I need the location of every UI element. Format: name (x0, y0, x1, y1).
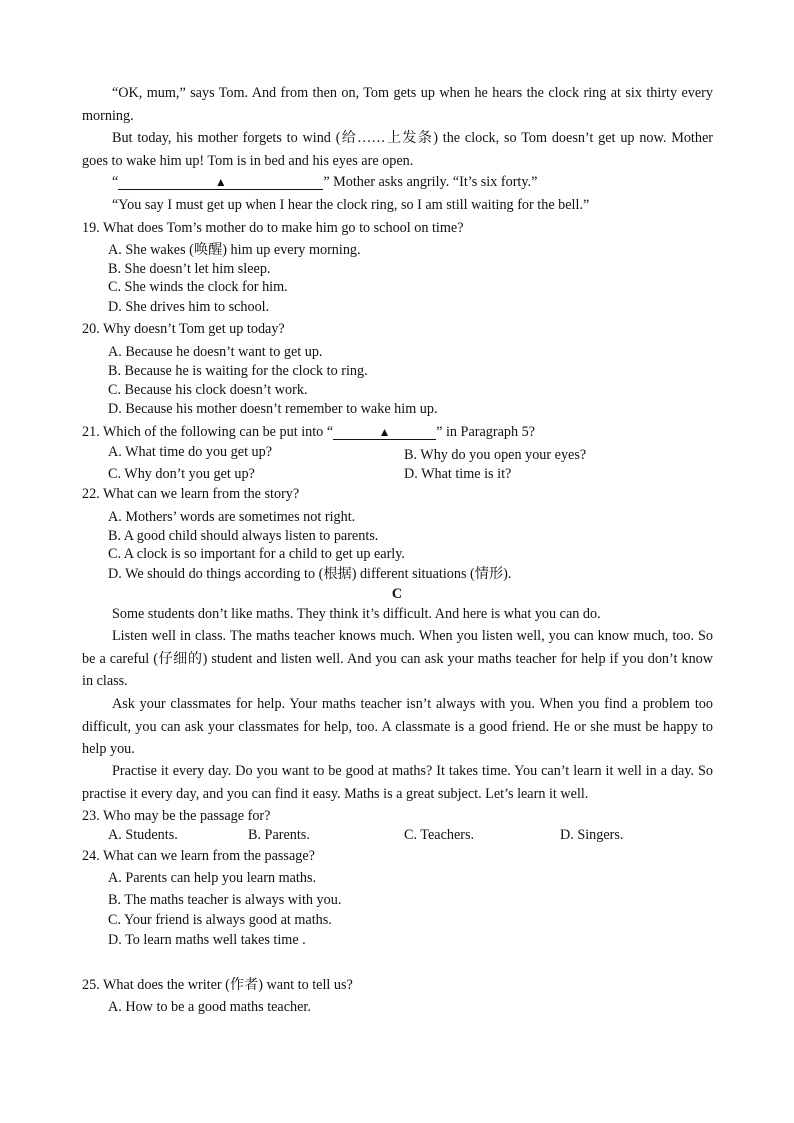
q23-option-b: B. Parents. (248, 827, 310, 843)
q23-option-c: C. Teachers. (404, 827, 475, 843)
q21-option-b: B. Why do you open your eyes? (404, 447, 587, 463)
q20-option-c: C. Because his clock doesn’t work. (108, 382, 308, 398)
q23-option-a: A. Students. (108, 827, 178, 843)
q20-option-b: B. Because he is waiting for the clock to ring. (108, 363, 368, 379)
section-c-heading: C (391, 586, 403, 602)
question-24: 24. What can we learn from the passage? (82, 848, 315, 864)
q24-option-b: B. The maths teacher is always with you. (108, 892, 342, 908)
q24-option-d: D. To learn maths well takes time . (108, 932, 306, 948)
question-22: 22. What can we learn from the story? (82, 486, 300, 502)
q24-option-a: A. Parents can help you learn maths. (108, 870, 317, 886)
q21-option-a: A. What time do you get up? (108, 444, 273, 460)
q20-option-d: D. Because his mother doesn’t remember to wake him up. (108, 401, 438, 417)
story-paragraph-3 (112, 173, 537, 191)
story-paragraph-1: “OK, mum,” says Tom. And from then on, Tom gets up when he hears the clock ring at six thirty every morning. (82, 85, 713, 124)
passage-c-paragraph-2: Listen well in class. The maths teacher knows much. When you listen well, you can know much, too. So be a careful (仔细的) student and listen well. And you can ask your maths teacher for help if you don’t know in class. (82, 628, 713, 689)
story-paragraph-3-rest: ” Mother asks angrily. “It’s six forty.” (323, 174, 538, 190)
question-20: 20. Why doesn’t Tom get up today? (82, 321, 285, 337)
q21-option-d: D. What time is it? (404, 466, 512, 482)
q22-option-b: B. A good child should always listen to parents. (108, 528, 379, 544)
q21-option-c: C. Why don’t you get up? (108, 466, 255, 482)
q21-stem-end: ” in Paragraph 5? (436, 424, 536, 440)
question-19: 19. What does Tom’s mother do to make him go to school on time? (82, 220, 464, 236)
question-23: 23. Who may be the passage for? (82, 808, 271, 824)
answer-blank (118, 175, 323, 190)
q22-option-d: D. We should do things according to (根据) different situations (情形). (108, 566, 512, 582)
q20-option-a: A. Because he doesn’t want to get up. (108, 344, 323, 360)
q22-option-c: C. A clock is so important for a child to get up early. (108, 546, 405, 562)
q19-option-a: A. She wakes (唤醒) him up every morning. (108, 242, 361, 258)
q19-option-d: D. She drives him to school. (108, 299, 270, 315)
q21-stem-start: 21. Which of the following can be put into “ (82, 424, 334, 440)
q23-option-d: D. Singers. (560, 827, 624, 843)
q25-option-a: A. How to be a good maths teacher. (108, 999, 311, 1015)
q19-option-c: C. She winds the clock for him. (108, 279, 288, 295)
q22-option-a: A. Mothers’ words are sometimes not right. (108, 509, 356, 525)
story-paragraph-4: “You say I must get up when I hear the clock ring, so I am still waiting for the bell.” (112, 197, 590, 213)
q24-option-c: C. Your friend is always good at maths. (108, 912, 332, 928)
passage-c-paragraph-4: Practise it every day. Do you want to be good at maths? It takes time. You can’t learn it well in a day. So practise it every day, and you can find it easy. Maths is a great subject. Let’s learn it well. (82, 763, 713, 802)
triangle-mark-icon: ▲ (378, 425, 391, 439)
triangle-mark-icon: ▲ (214, 175, 227, 189)
question-21 (82, 423, 535, 441)
open-quote: “ (112, 174, 119, 190)
passage-c-paragraph-3: Ask your classmates for help. Your maths teacher isn’t always with you. When you find a problem too difficult, you can ask your classmates for help, too. A classmate is a good friend. He or she must be happy to help you. (82, 696, 713, 757)
story-paragraph-2: But today, his mother forgets to wind (给……上发条) the clock, so Tom doesn’t get up now. Mother goes to wake him up! Tom is in bed and his eyes are open. (82, 130, 713, 169)
q19-option-b: B. She doesn’t let him sleep. (108, 261, 271, 277)
passage-c-paragraph-1: Some students don’t like maths. They think it’s difficult. And here is what you can do. (112, 606, 601, 622)
question-25: 25. What does the writer (作者) want to tell us? (82, 977, 353, 993)
q21-blank (333, 425, 436, 440)
